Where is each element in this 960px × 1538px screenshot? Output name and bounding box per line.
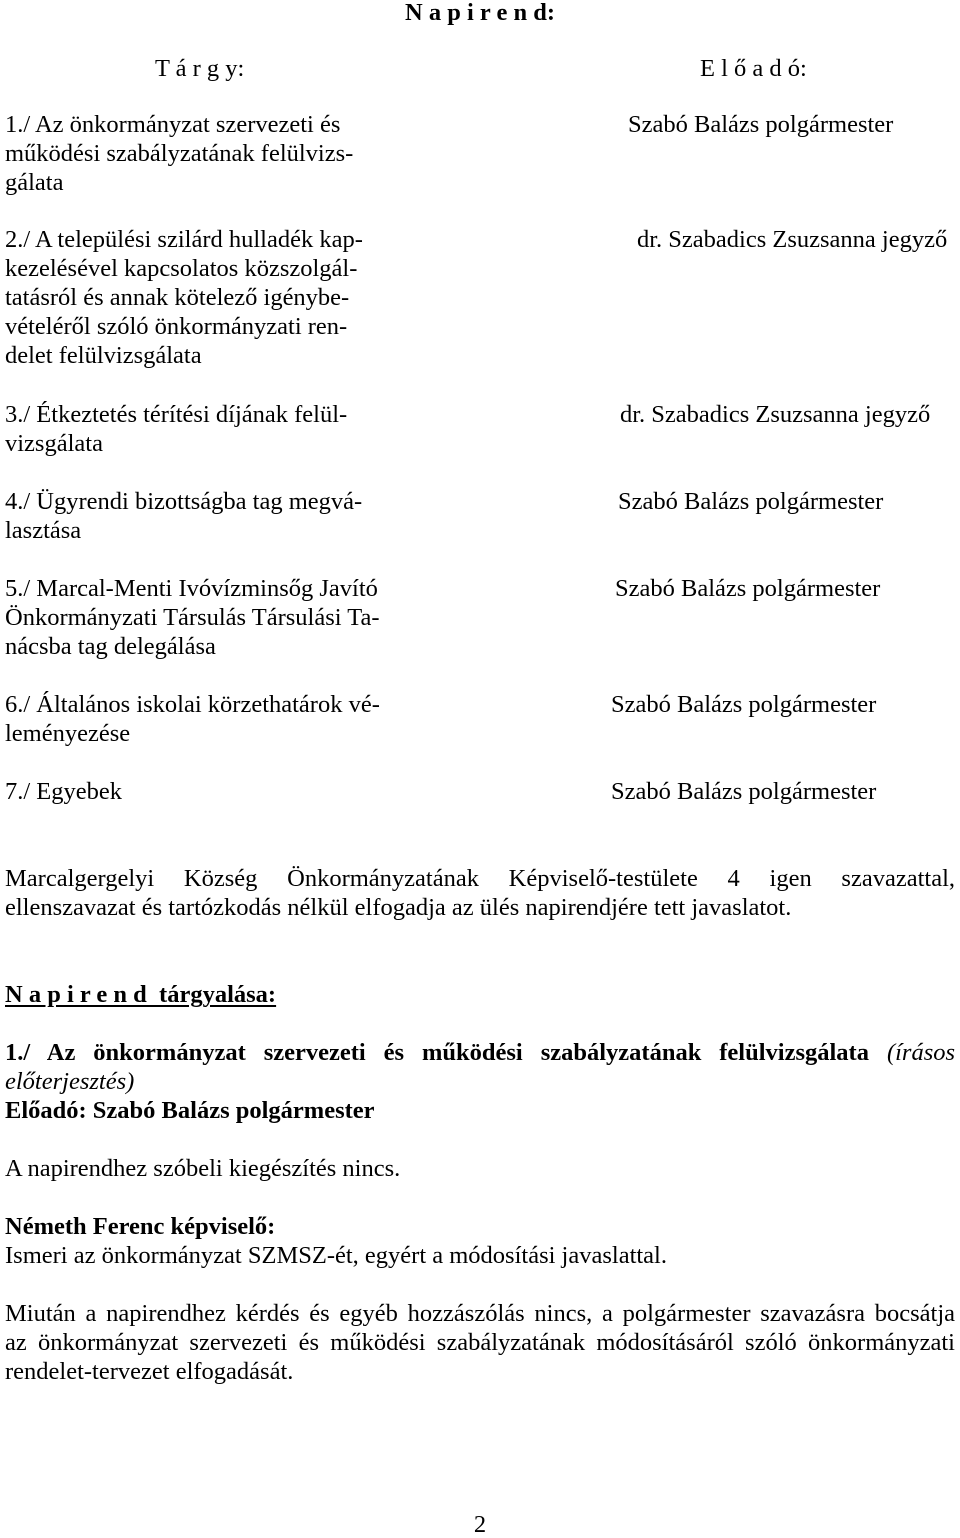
closing-paragraph-line-1: Miután a napirendhez kérdés és egyéb hozzászólás nincs, a polgármester szavazásra bocsátja: [5, 1300, 955, 1327]
agenda-item-7-presenter: Szabó Balázs polgármester: [611, 778, 877, 805]
agenda-item-subject-line: kezelésével kapcsolatos közszolgál-: [5, 255, 358, 282]
discussion-item-note-start: (írásos: [886, 1039, 955, 1066]
presenter-column-header: E l ő a d ó:: [700, 55, 807, 82]
agenda-item-1-presenter: Szabó Balázs polgármester: [628, 111, 894, 138]
agenda-item-3-presenter: dr. Szabadics Zsuzsanna jegyző: [620, 401, 931, 428]
agenda-item-subject-line: vizsgálata: [5, 430, 103, 457]
agenda-item-5-subject: [5, 574, 380, 661]
agenda-item-subject-line: leményezése: [5, 720, 131, 747]
agenda-item-6-subject: [5, 690, 380, 748]
closing-paragraph-line-3: rendelet-tervezet elfogadását.: [5, 1358, 294, 1385]
agenda-item-1-subject: [5, 110, 353, 197]
agenda-item-subject-line: 4./ Ügyrendi bizottságba tag megvá-: [5, 488, 363, 515]
agenda-item-7-subject: [5, 777, 122, 806]
agenda-item-subject-line: 5./ Marcal-Menti Ivóvízminsőg Javító: [5, 575, 378, 602]
document-title: N a p i r e n d:: [405, 0, 555, 26]
agenda-item-subject-line: működési szabályzatának felülvizs-: [5, 140, 354, 167]
speaker-comment: Ismeri az önkormányzat SZMSZ-ét, egyért a módosítási javaslattal.: [5, 1242, 667, 1269]
discussion-item-presenter: Előadó: Szabó Balázs polgármester: [5, 1097, 375, 1124]
subject-column-header: T á r g y:: [155, 55, 245, 82]
page-number: 2: [473, 1511, 487, 1538]
discussion-item-note-end: előterjesztés): [5, 1068, 135, 1095]
agenda-item-subject-line: lasztása: [5, 517, 82, 544]
approval-paragraph-line-2: ellenszavazat és tartózkodás nélkül elfogadja az ülés napirendjére tett javaslatot.: [5, 894, 792, 921]
approval-paragraph-line-1: Marcalgergelyi Község Önkormányzatának Képviselő-testülete 4 igen szavazattal,: [5, 865, 955, 892]
agenda-item-2-subject: [5, 225, 363, 370]
agenda-item-2-presenter: dr. Szabadics Zsuzsanna jegyző: [637, 226, 948, 253]
agenda-item-3-subject: [5, 400, 347, 458]
agenda-item-5-presenter: Szabó Balázs polgármester: [615, 575, 881, 602]
agenda-item-4-presenter: Szabó Balázs polgármester: [618, 488, 884, 515]
closing-paragraph-line-2: az önkormányzat szervezeti és működési szabályzatának módosításáról szóló önkormányzati: [5, 1329, 955, 1356]
agenda-item-subject-line: 1./ Az önkormányzat szervezeti és: [5, 111, 341, 138]
agenda-item-subject-line: gálata: [5, 169, 64, 196]
agenda-item-6-presenter: Szabó Balázs polgármester: [611, 691, 877, 718]
agenda-item-subject-line: nácsba tag delegálása: [5, 633, 216, 660]
speaker-name: Németh Ferenc képviselő:: [5, 1213, 276, 1240]
agenda-item-subject-line: tatásról és annak kötelező igénybe-: [5, 284, 350, 311]
agenda-item-subject-line: Önkormányzati Társulás Társulási Ta-: [5, 604, 380, 631]
discussion-item-heading-line-1: [5, 1038, 955, 1067]
discussion-item-title: 1./ Az önkormányzat szervezeti és működési szabályzatának felülvizsgálata: [5, 1039, 869, 1066]
agenda-item-subject-line: delet felülvizsgálata: [5, 342, 202, 369]
agenda-item-4-subject: [5, 487, 362, 545]
agenda-item-subject-line: 7./ Egyebek: [5, 778, 123, 805]
supplement-text: A napirendhez szóbeli kiegészítés nincs.: [5, 1155, 401, 1182]
agenda-item-subject-line: 2./ A települési szilárd hulladék kap-: [5, 226, 363, 253]
agenda-item-subject-line: 3./ Étkeztetés térítési díjának felül-: [5, 401, 348, 428]
agenda-item-subject-line: 6./ Általános iskolai körzethatárok vé-: [5, 691, 380, 718]
discussion-heading: N a p i r e n d tárgyalása:: [5, 981, 277, 1008]
agenda-item-subject-line: vételéről szóló önkormányzati ren-: [5, 313, 348, 340]
